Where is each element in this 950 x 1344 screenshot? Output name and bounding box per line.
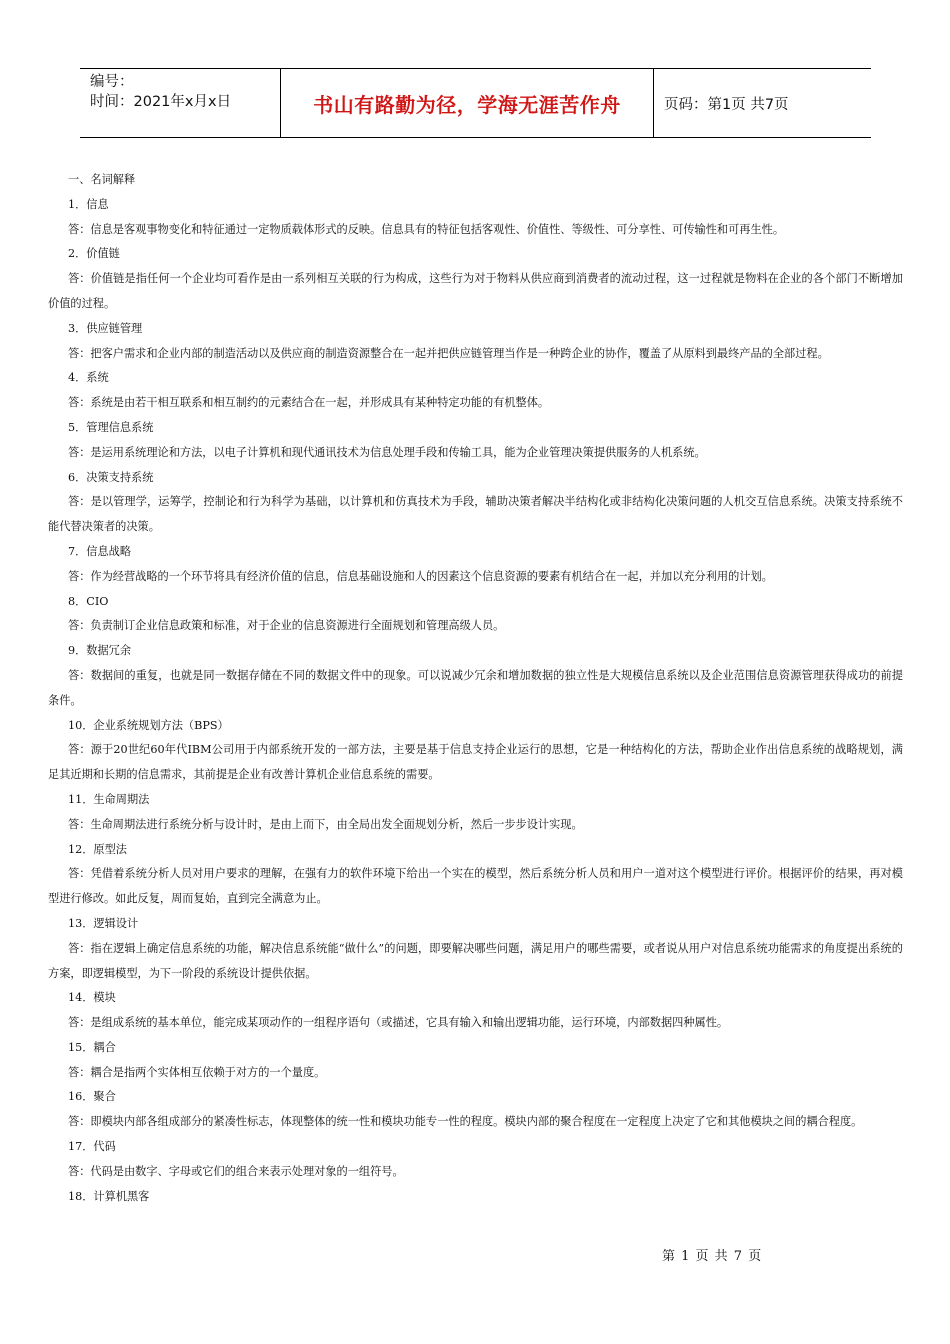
- glossary-term: 12．原型法: [68, 842, 127, 856]
- glossary-term: 17．代码: [68, 1140, 116, 1154]
- glossary-term: 14．模块: [68, 991, 116, 1005]
- glossary-answer: 答：是组成系统的基本单位，能完成某项动作的一组程序语句（或描述，它具有输入和输出逻辑功能，运行环境，内部数据四种属性。: [68, 1016, 729, 1030]
- glossary-answer: 答：是以管理学，运筹学，控制论和行为科学为基础，以计算机和仿真技术为手段，辅助决策者解决半结构化或非结构化决策问题的人机交互信息系统。决策支持系统不能代替决策者的决策。: [48, 495, 903, 534]
- glossary-answer: 答：即模块内部各组成部分的紧凑性标志，体现整体的统一性和模块功能专一性的程度。模块内部的聚合程度在一定程度上决定了它和其他模块之间的耦合程度。: [68, 1115, 863, 1129]
- number-label: 编号：: [90, 74, 134, 90]
- glossary-answer: 答：作为经营战略的一个环节将具有经济价值的信息，信息基础设施和人的因素这个信息资源的要素有机结合在一起，并加以充分利用的计划。: [68, 569, 773, 583]
- glossary-term: 8．CIO: [68, 594, 109, 608]
- glossary-term: 9．数据冗余: [68, 644, 132, 658]
- glossary-term: 4．系统: [68, 371, 109, 385]
- glossary-term: 10．企业系统规划方法（BPS）: [68, 718, 229, 732]
- glossary-term: 15．耦合: [68, 1040, 116, 1054]
- glossary-term: 6．决策支持系统: [68, 470, 154, 484]
- glossary-term: 3．供应链管理: [68, 321, 143, 335]
- glossary-term: 11．生命周期法: [68, 792, 150, 806]
- glossary-term: 16．聚合: [68, 1090, 116, 1104]
- glossary-answer: 答：指在逻辑上确定信息系统的功能，解决信息系统能“做什么”的问题，即要解决哪些问题，满足用户的哪些需要，或者说从用户对信息系统功能需求的角度提出系统的方案，即逻辑模型，为下一阶段的系统设计提供依据。: [48, 941, 903, 980]
- glossary-answer: 答：把客户需求和企业内部的制造活动以及供应商的制造资源整合在一起并把供应链管理当作是一种跨企业的协作，覆盖了从原料到最终产品的全部过程。: [68, 346, 829, 360]
- glossary-answer: 答：生命周期法进行系统分析与设计时，是由上而下，由全局出发全面规划分析，然后一步步设计实现。: [68, 817, 583, 831]
- glossary-answer: 答：代码是由数字、字母或它们的组合来表示处理对象的一组符号。: [68, 1164, 404, 1178]
- header-meta: [80, 69, 281, 137]
- glossary-answer: 答：价值链是指任何一个企业均可看作是由一系列相互关联的行为构成，这些行为对于物料从供应商到消费者的流动过程，这一过程就是物料在企业的各个部门不断增加价值的过程。: [48, 272, 903, 310]
- glossary-answer: 答：负责制订企业信息政策和标准，对于企业的信息资源进行全面规划和管理高级人员。: [68, 619, 505, 633]
- glossary-answer: 答：凭借着系统分析人员对用户要求的理解，在强有力的软件环境下给出一个实在的模型，然后系统分析人员和用户一道对这个模型进行评价。根据评价的结果，再对模型进行修改。如此反复，周而复始，直到完全满意为止。: [48, 867, 903, 906]
- glossary-term: 7．信息战略: [68, 544, 132, 558]
- document-body: [48, 168, 903, 1209]
- time-label: 时间：2021年x月x日: [90, 94, 232, 110]
- glossary-answer: 答：是运用系统理论和方法，以电子计算机和现代通讯技术为信息处理手段和传输工具，能为企业管理决策提供服务的人机系统。: [68, 445, 706, 459]
- page-footer: 第 1 页 共 7 页: [662, 1249, 763, 1264]
- glossary-answer: 答：耦合是指两个实体相互依赖于对方的一个量度。: [68, 1065, 326, 1079]
- header-motto: 书山有路勤为径，学海无涯苦作舟: [281, 69, 654, 137]
- glossary-term: 13．逻辑设计: [68, 916, 139, 930]
- section-title: 一、名词解释: [68, 173, 136, 186]
- header-page-info: 页码：第1页 共7页: [664, 96, 789, 113]
- glossary-answer: 答：信息是客观事物变化和特征通过一定物质载体形式的反映。信息具有的特征包括客观性、价值性、等级性、可分享性、可传输性和可再生性。: [68, 222, 785, 236]
- glossary-answer: 答：数据间的重复，也就是同一数据存储在不同的数据文件中的现象。可以说减少冗余和增加数据的独立性是大规模信息系统以及企业范围信息资源管理获得成功的前提条件。: [48, 668, 903, 707]
- glossary-answer: 答：系统是由若干相互联系和相互制约的元素结合在一起，并形成具有某种特定功能的有机整体。: [68, 396, 550, 410]
- glossary-term: 1．信息: [68, 197, 109, 211]
- glossary-term: 18．计算机黑客: [68, 1189, 150, 1203]
- glossary-list: [48, 193, 903, 1210]
- document-header: [80, 68, 871, 138]
- glossary-term: 2．价值链: [68, 247, 120, 261]
- glossary-term: 5．管理信息系统: [68, 420, 154, 434]
- glossary-answer: 答：源于20世纪60年代IBM公司用于内部系统开发的一部方法，主要是基于信息支持企业运行的思想，它是一种结构化的方法，帮助企业作出信息系统的战略规划，满足其近期和长期的信息需求，其前提是企业有改善计算机企业信息系统的需要。: [48, 743, 903, 782]
